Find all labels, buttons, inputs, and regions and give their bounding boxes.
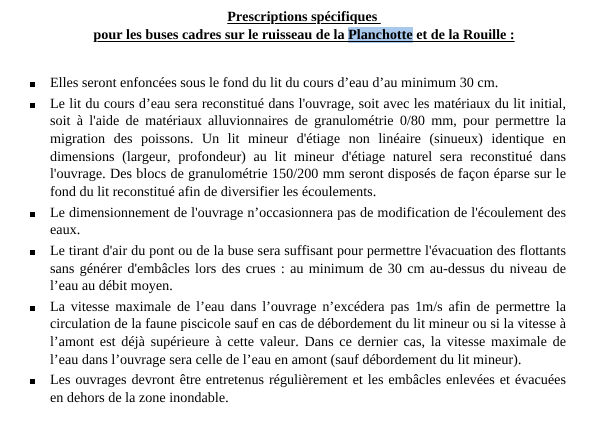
list-item [0,205,566,240]
title-text-before: pour les buses cadres sur le ruisseau de la [93,26,349,43]
list-item-text: Le lit du cours d’eau sera reconstitué dans l'ouvrage, soit avec les matériaux du lit initial, soit à l'aide de matériaux alluvionnaires de granulométrie 0/80 mm, pour permettre la migration des poissons. Un lit mineur d'étiage non linéaire (sinueux) identique en dimensions (largeur, profondeur) au lit mineur d'étiage naturel sera reconstitué dans l'ouvrage. Des blocs de granulométrie 150/200 mm seront disposés de façon éparse sur le fond du lit reconstitué afin de diversifier les écoulements. [50,95,566,200]
prescriptions-list [0,75,599,411]
title-text-after: et de la Rouille : [412,26,515,43]
list-item-text: Elles seront enfoncées sous le fond du lit du cours d’eau d’au minimum 30 cm. [50,75,499,91]
list-item [0,299,566,369]
title-line-1: Prescriptions spécifiques [227,9,381,25]
list-item-text: La vitesse maximale de l’eau dans l’ouvrage n’excédera pas 1m/s afin de permettre la circulation de la faune piscicole sauf en cas de débordement du lit mineur ou si la vitesse à l’amont est déjà supérieure à cette valeur. Dans ce dernier cas, la vitesse maximale de l’eau dans l’ouvrage sera celle de l’eau en amont (sauf débordement du lit mineur). [50,298,566,368]
list-item-text: Les ouvrages devront être entretenus régulièrement et les embâcles enlevées et évacuées en dehors de la zone inondable. [50,372,566,407]
square-bullet-icon [30,306,35,311]
highlighted-word: Planchotte [348,26,413,43]
square-bullet-icon [30,250,35,255]
list-item-text: Le tirant d'air du pont ou de la buse sera suffisant pour permettre l'évacuation des flottants sans générer d'embâcles lors des crues : au minimum de 30 cm au-dessus du niveau de l’eau au débit moyen. [50,242,566,295]
square-bullet-icon [30,212,35,217]
document-title [9,9,599,44]
list-item [0,96,566,202]
square-bullet-icon [30,103,35,108]
square-bullet-icon [30,82,35,87]
list-item [0,75,566,93]
list-item-text: Le dimensionnement de l'ouvrage n’occasionnera pas de modification de l'écoulement des eaux. [50,204,566,239]
title-line-2 [9,27,599,45]
list-item [0,243,566,296]
list-item [0,372,566,407]
square-bullet-icon [30,379,35,384]
